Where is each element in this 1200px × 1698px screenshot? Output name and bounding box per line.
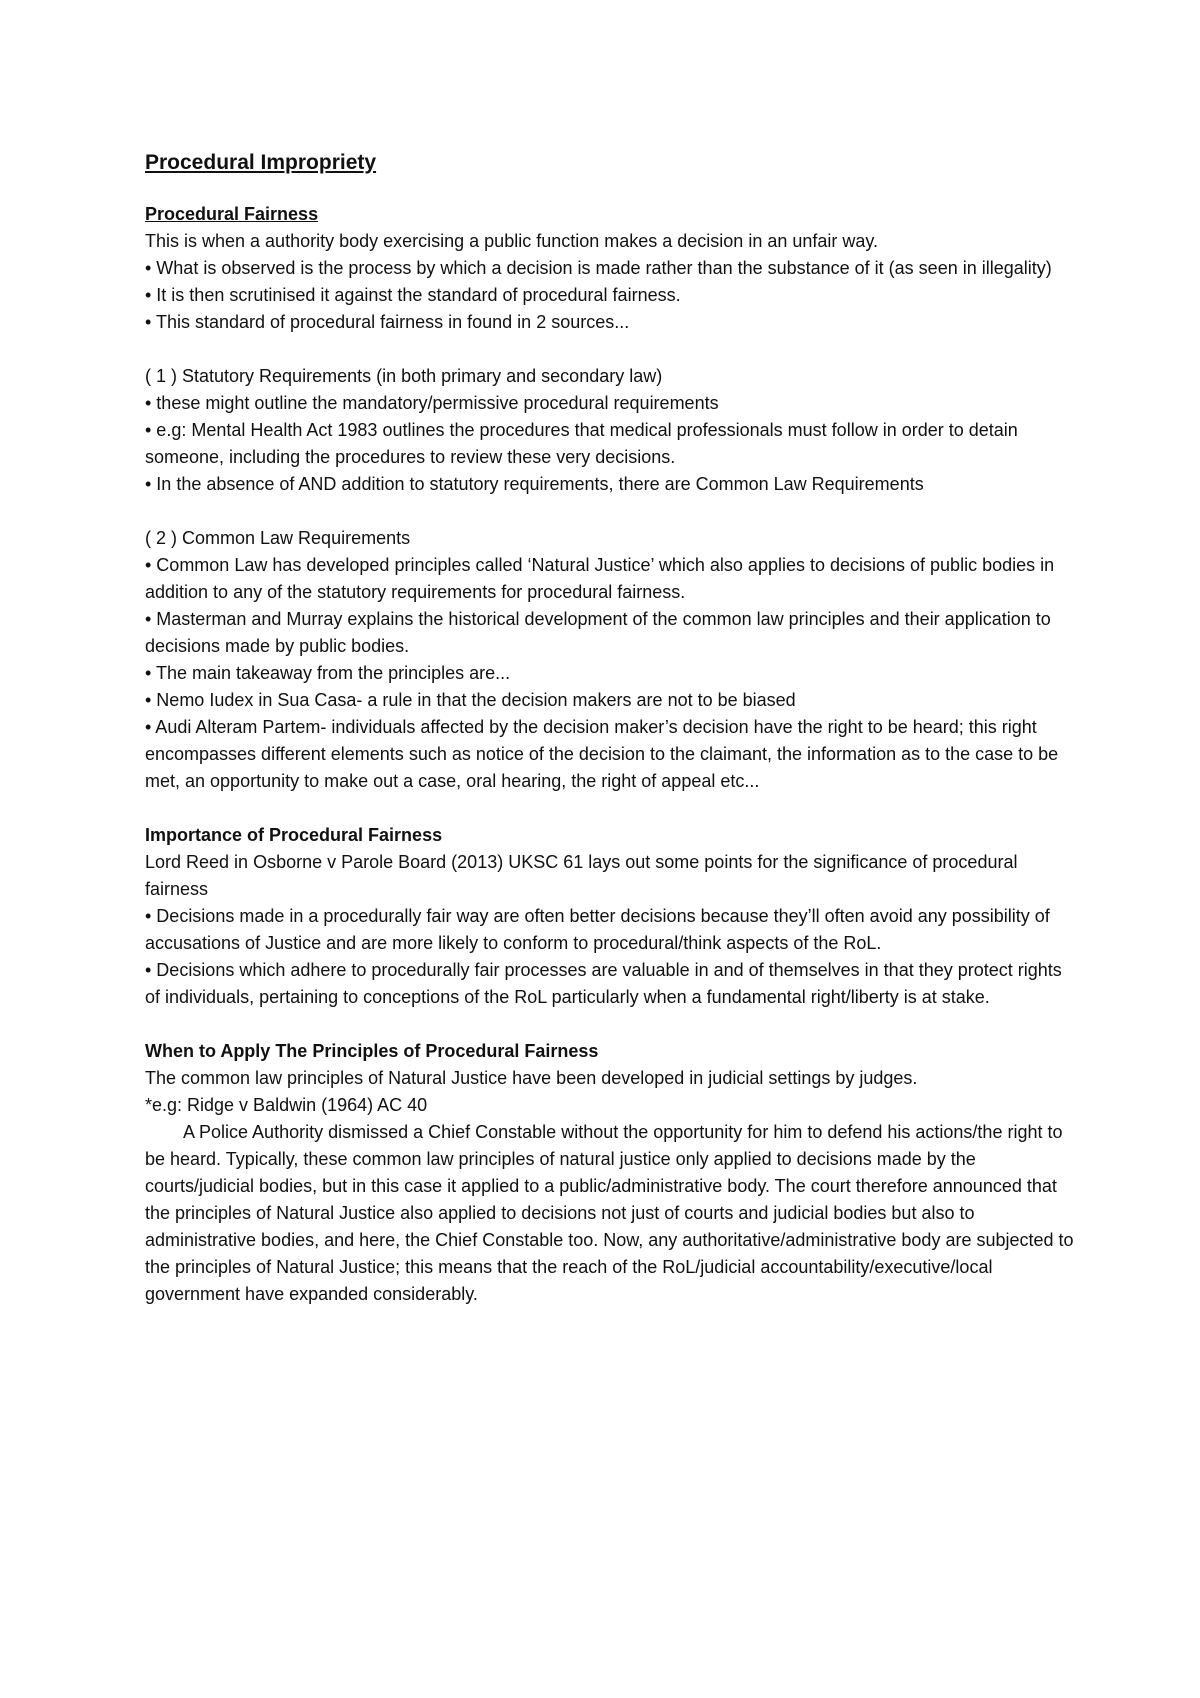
bullet-item: • Nemo Iudex in Sua Casa- a rule in that the decision makers are not to be biased xyxy=(145,690,796,710)
bullet-item: • Common Law has developed principles called ‘Natural Justice’ which also applies to decisions of public bodies in addition to any of the statutory requirements for procedural fairness. xyxy=(145,555,1055,602)
bullet-item: • these might outline the mandatory/permissive procedural requirements xyxy=(145,393,719,413)
case-citation: *e.g: Ridge v Baldwin (1964) AC 40 xyxy=(145,1095,428,1115)
paragraph: This is when a authority body exercising a public function makes a decision in an unfair way. xyxy=(145,231,879,251)
paragraph: The common law principles of Natural Justice have been developed in judicial settings by judges. xyxy=(145,1068,918,1088)
section-statutory-requirements xyxy=(145,363,1075,498)
bullet-item: • Decisions which adhere to procedurally fair processes are valuable in and of themselves in that they protect rights of individuals, pertaining to conceptions of the RoL particularly when a fundamental right/liberty is at stake. xyxy=(145,960,1062,1007)
bullet-item: • e.g: Mental Health Act 1983 outlines the procedures that medical professionals must follow in order to detain someone, including the procedures to review these very decisions. xyxy=(145,420,1018,467)
bullet-item: • This standard of procedural fairness in found in 2 sources... xyxy=(145,312,630,332)
section-heading: Procedural Fairness xyxy=(145,204,319,224)
bullet-item: • What is observed is the process by which a decision is made rather than the substance of it (as seen in illegality) xyxy=(145,258,1052,278)
paragraph: A Police Authority dismissed a Chief Constable without the opportunity for him to defend his actions/the right to be heard. Typically, these common law principles of natural justice only applied to decisions made by the courts/judicial bodies, but in this case it applied to a public/administrative body. The court therefore announced that the principles of Natural Justice also applied to decisions not just of courts and judicial bodies but also to administrative bodies, and here, the Chief Constable too. Now, any authoritative/administrative body are subjected to the principles of Natural Justice; this means that the reach of the RoL/judicial accountability/executive/local government have expanded considerably. xyxy=(145,1122,1074,1304)
bullet-item: • The main takeaway from the principles are... xyxy=(145,663,511,683)
bullet-item: • Audi Alteram Partem- individuals affected by the decision maker’s decision have the right to be heard; this right encompasses different elements such as notice of the decision to the claimant, the information as to the case to be met, an opportunity to make out a case, oral hearing, the right of appeal etc... xyxy=(145,717,1059,791)
section-heading: Importance of Procedural Fairness xyxy=(145,825,443,845)
document-page xyxy=(145,148,1075,1335)
section-common-law-requirements xyxy=(145,525,1075,795)
section-heading: ( 2 ) Common Law Requirements xyxy=(145,528,411,548)
bullet-item: • In the absence of AND addition to statutory requirements, there are Common Law Requirements xyxy=(145,474,924,494)
section-heading: When to Apply The Principles of Procedural Fairness xyxy=(145,1041,599,1061)
section-importance xyxy=(145,822,1075,1011)
section-when-to-apply xyxy=(145,1038,1075,1308)
section-procedural-fairness xyxy=(145,201,1075,336)
section-heading: ( 1 ) Statutory Requirements (in both primary and secondary law) xyxy=(145,366,663,386)
bullet-item: • Decisions made in a procedurally fair way are often better decisions because they’ll often avoid any possibility of accusations of Justice and are more likely to conform to procedural/think aspects of the RoL. xyxy=(145,906,1050,953)
bullet-item: • It is then scrutinised it against the standard of procedural fairness. xyxy=(145,285,681,305)
paragraph: Lord Reed in Osborne v Parole Board (2013) UKSC 61 lays out some points for the significance of procedural fairness xyxy=(145,852,1018,899)
document-title: Procedural Impropriety xyxy=(145,151,377,174)
bullet-item: • Masterman and Murray explains the historical development of the common law principles and their application to decisions made by public bodies. xyxy=(145,609,1051,656)
